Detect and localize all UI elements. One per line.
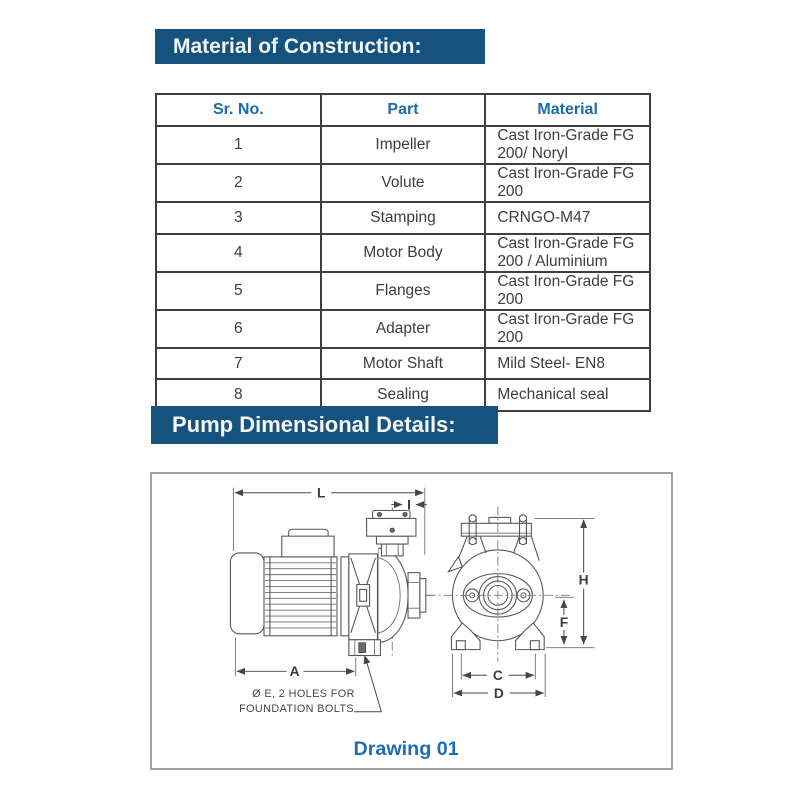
material-of-construction-table xyxy=(155,93,651,412)
cell-material: Cast Iron-Grade FG 200 xyxy=(485,272,650,310)
cell-material: Cast Iron-Grade FG 200/ Noryl xyxy=(485,126,650,164)
motor-end-cap xyxy=(230,553,264,634)
table-row xyxy=(156,348,650,380)
cell-material: CRNGO-M47 xyxy=(485,202,650,234)
header-sr-no: Sr. No. xyxy=(156,94,321,126)
adapter-plate xyxy=(341,557,349,636)
cell-material: Cast Iron-Grade FG 200 / Aluminium xyxy=(485,234,650,272)
dimension-F xyxy=(560,600,568,644)
cell-part: Motor Body xyxy=(321,234,486,272)
cell-sr: 1 xyxy=(156,126,321,164)
discharge-flange xyxy=(367,518,416,536)
cell-sr: 2 xyxy=(156,164,321,202)
table-row xyxy=(156,272,650,310)
terminal-box xyxy=(282,536,334,557)
drawing-caption: Drawing 01 xyxy=(353,738,459,761)
dim-label-L: L xyxy=(317,484,326,501)
foundation-bolt-note xyxy=(239,656,381,715)
table-row xyxy=(156,202,650,234)
table-row xyxy=(156,234,650,272)
cell-sr: 5 xyxy=(156,272,321,310)
cell-part: Flanges xyxy=(321,272,486,310)
cell-part: Motor Shaft xyxy=(321,348,486,380)
pump-side-view xyxy=(230,485,434,715)
dim-label-H: H xyxy=(578,571,589,588)
dim-label-F: F xyxy=(559,613,569,630)
cell-sr: 6 xyxy=(156,310,321,348)
dim-label-A: A xyxy=(289,663,300,680)
note-line-2: FOUNDATION BOLTS xyxy=(239,702,355,715)
volute-casing xyxy=(378,548,408,643)
table-row xyxy=(156,126,650,164)
cell-part: Stamping xyxy=(321,202,486,234)
discharge-stem xyxy=(381,544,403,556)
cell-part: Adapter xyxy=(321,310,486,348)
cell-material: Cast Iron-Grade FG 200 xyxy=(485,164,650,202)
pump-dimensional-drawing-frame xyxy=(150,472,673,770)
cell-part: Volute xyxy=(321,164,486,202)
note-line-1: Ø E, 2 HOLES FOR xyxy=(252,687,355,700)
header-part: Part xyxy=(321,94,486,126)
dim-label-I: I xyxy=(407,496,411,513)
section-title-pump-dimensional-details xyxy=(151,406,498,444)
foundation-bolt-hole xyxy=(359,643,366,653)
cell-sr: 7 xyxy=(156,348,321,380)
top-flange-front xyxy=(461,523,531,536)
shaft-hub xyxy=(357,584,370,606)
cell-sr: 3 xyxy=(156,202,321,234)
pump-front-view xyxy=(427,507,595,701)
cell-part: Sealing xyxy=(321,379,486,411)
dimension-C xyxy=(461,654,535,684)
cell-material: Mechanical seal xyxy=(485,379,650,411)
section-title-text: Pump Dimensional Details: xyxy=(172,412,456,437)
table-row xyxy=(156,164,650,202)
dimension-H xyxy=(579,520,589,644)
suction-flange xyxy=(408,573,420,618)
table-header-row xyxy=(156,94,650,126)
cell-sr: 4 xyxy=(156,234,321,272)
dim-label-D: D xyxy=(493,684,504,701)
cell-part: Impeller xyxy=(321,126,486,164)
cell-material: Cast Iron-Grade FG 200 xyxy=(485,310,650,348)
header-material: Material xyxy=(485,94,650,126)
section-title-text: Material of Construction: xyxy=(173,34,422,58)
cell-sr: 8 xyxy=(156,379,321,411)
section-title-material-of-construction xyxy=(155,29,485,64)
cell-material: Mild Steel- EN8 xyxy=(485,348,650,380)
dim-label-C: C xyxy=(492,667,503,684)
pump-technical-drawing xyxy=(152,474,671,768)
table-row xyxy=(156,310,650,348)
dimension-A xyxy=(235,638,355,679)
